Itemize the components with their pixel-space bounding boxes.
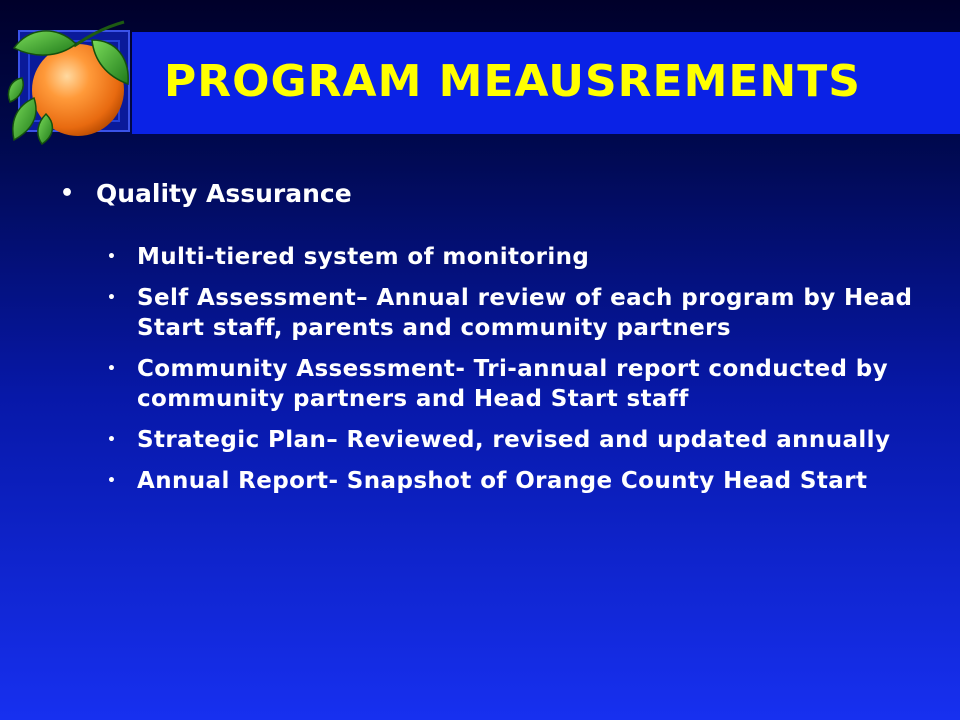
orange-fruit-icon: [6, 18, 150, 148]
sub-bullet-item: [60, 466, 950, 496]
sub-bullet-item: [60, 425, 950, 455]
bullet-dot-icon: •: [107, 432, 117, 448]
main-bullet: [60, 174, 950, 214]
bullet-dot-icon: •: [107, 361, 117, 377]
sub-bullet-text: Multi-tiered system of monitoring: [137, 244, 590, 270]
sub-bullet-text: Annual Report- Snapshot of Orange County Head Start: [137, 468, 868, 494]
sub-bullet-item: [60, 354, 950, 414]
sub-bullet-list: [60, 242, 950, 496]
bullet-dot-icon: •: [107, 249, 117, 265]
sub-bullet-text: Self Assessment– Annual review of each program by Head Start staff, parents and community partners: [137, 285, 913, 341]
bullet-dot-icon: •: [60, 181, 75, 206]
slide-title: PROGRAM MEAUSREMENTS: [164, 56, 861, 107]
slide-content: [60, 174, 950, 507]
sub-bullet-item: [60, 283, 950, 343]
main-bullet-label: Quality Assurance: [96, 179, 352, 208]
sub-bullet-text: Strategic Plan– Reviewed, revised and updated annually: [137, 427, 891, 453]
sub-bullet-text: Community Assessment- Tri-annual report conducted by community partners and Head Start staff: [137, 356, 889, 412]
sub-bullet-item: [60, 242, 950, 272]
bullet-dot-icon: •: [107, 473, 117, 489]
bullet-dot-icon: •: [107, 290, 117, 306]
